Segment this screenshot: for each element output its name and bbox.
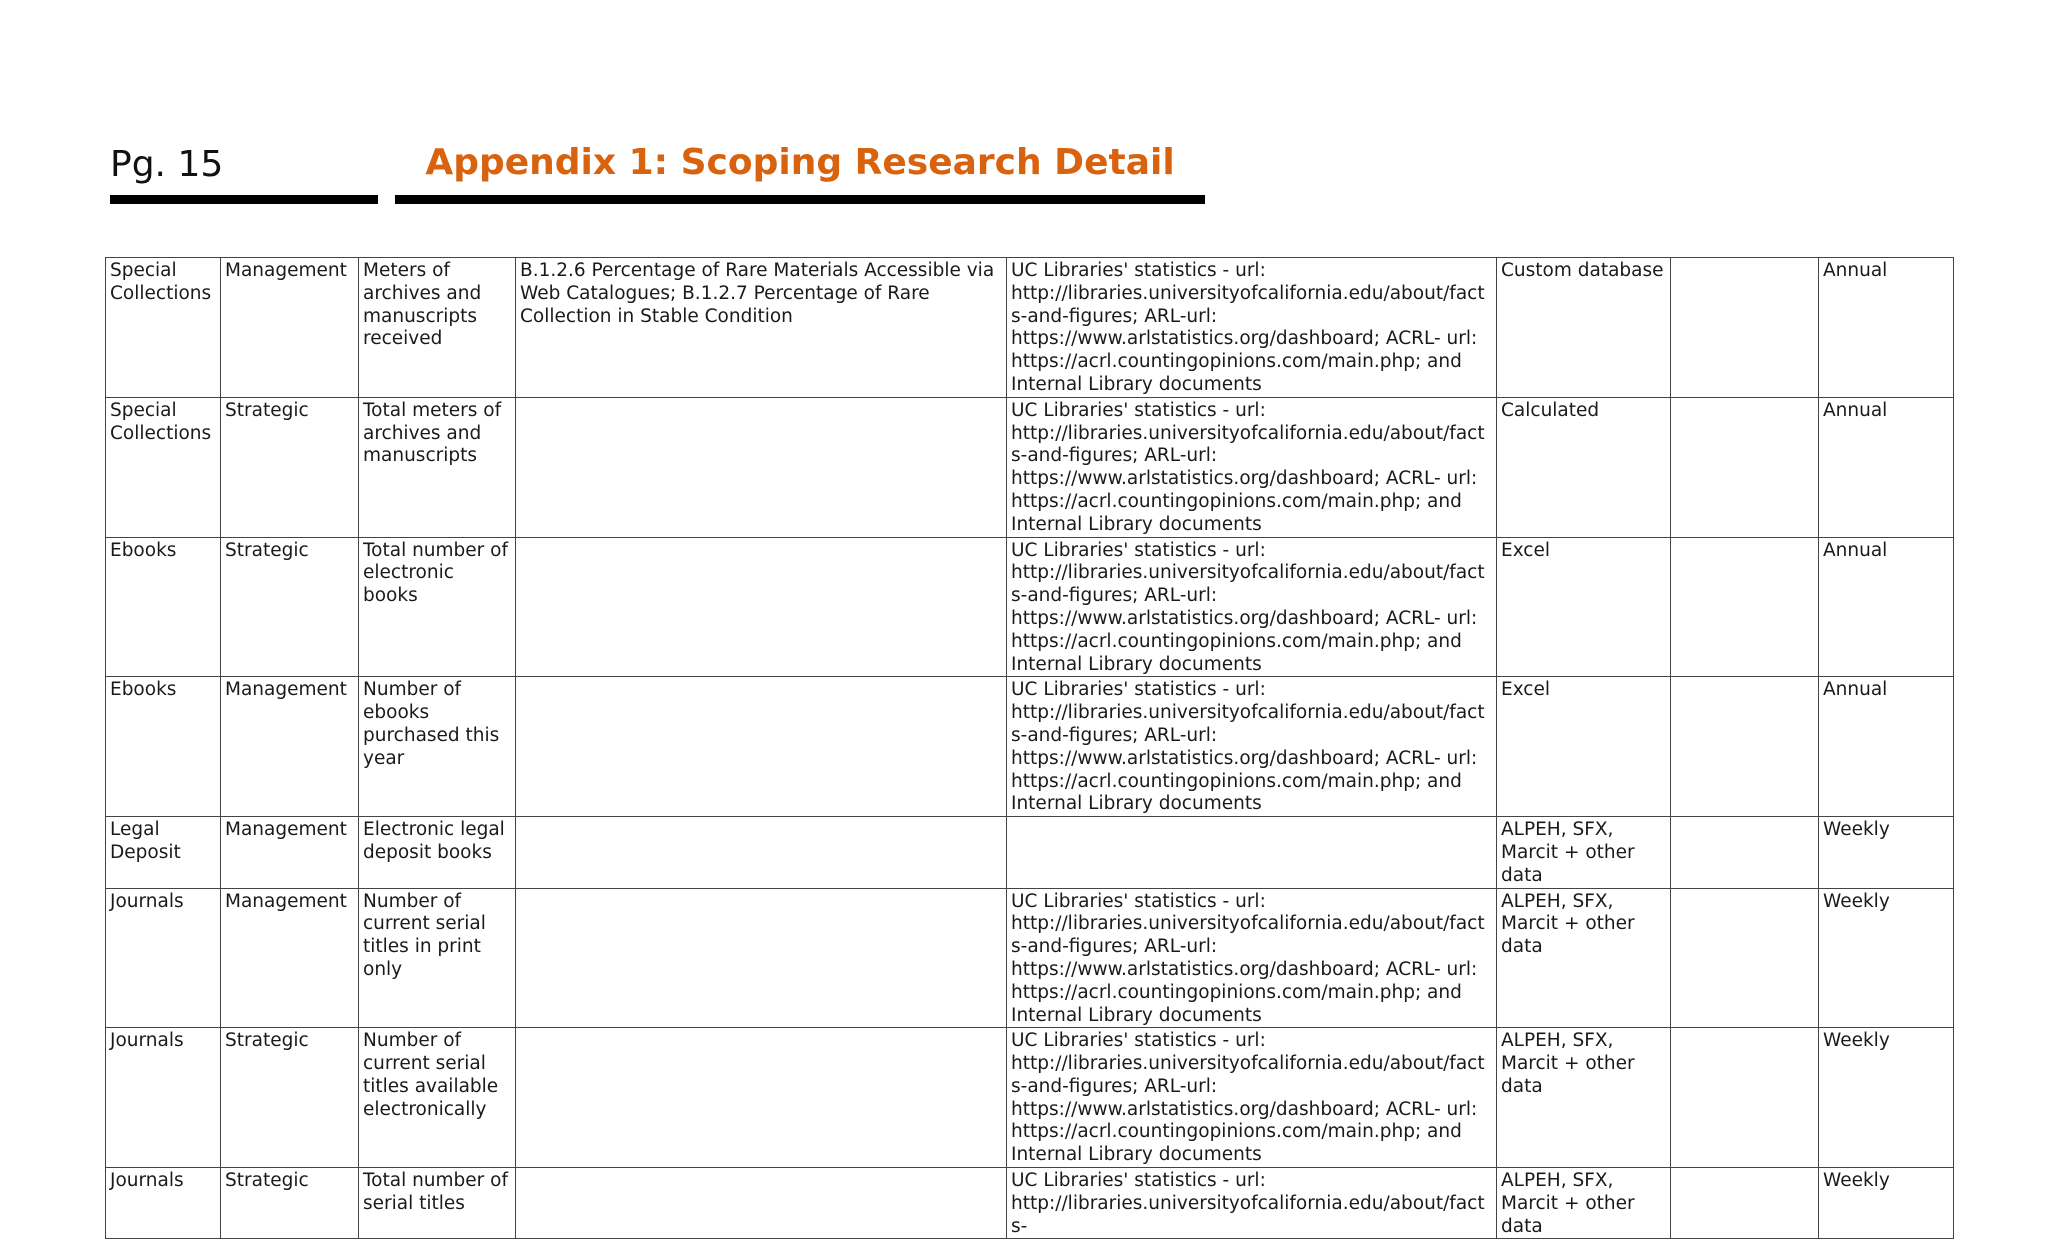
cell-source: UC Libraries' statistics - url: http://libraries.universityofcalifornia.edu/about/facts-and-figures; ARL-url: https://www.arlstatistics.org/dashboard; ACRL- url: https://acrl.countingopinions.com/main.php; and Internal Library documents	[1007, 397, 1497, 537]
cell-blank	[1671, 397, 1819, 537]
cell-source	[1007, 817, 1497, 888]
cell-measure: Number of ebooks purchased this year	[359, 677, 516, 817]
cell-area: Legal Deposit	[106, 817, 221, 888]
page-number: Pg. 15	[110, 144, 224, 185]
cell-type: Management	[221, 258, 359, 398]
cell-measure: Total number of serial titles	[359, 1168, 516, 1239]
cell-source: UC Libraries' statistics - url: http://libraries.universityofcalifornia.edu/about/facts-and-figures; ARL-url: https://www.arlstatistics.org/dashboard; ACRL- url: https://acrl.countingopinions.com/main.php; and Internal Library documents	[1007, 258, 1497, 398]
cell-type: Management	[221, 817, 359, 888]
cell-source: UC Libraries' statistics - url: http://libraries.universityofcalifornia.edu/about/facts-and-figures; ARL-url: https://www.arlstatistics.org/dashboard; ACRL- url: https://acrl.countingopinions.com/main.php; and Internal Library documents	[1007, 677, 1497, 817]
cell-source: UC Libraries' statistics - url: http://libraries.universityofcalifornia.edu/about/facts-and-figures; ARL-url: https://www.arlstatistics.org/dashboard; ACRL- url: https://acrl.countingopinions.com/main.php; and Internal Library documents	[1007, 1028, 1497, 1168]
cell-type: Management	[221, 677, 359, 817]
cell-blank	[1671, 537, 1819, 677]
cell-tool: ALPEH, SFX, Marcit + other data	[1497, 1028, 1671, 1168]
cell-frequency: Weekly	[1819, 1028, 1954, 1168]
table-row	[106, 1168, 1954, 1239]
cell-type: Management	[221, 888, 359, 1028]
cell-blank	[1671, 817, 1819, 888]
cell-blank	[1671, 258, 1819, 398]
cell-frequency: Annual	[1819, 677, 1954, 817]
page-title: Appendix 1: Scoping Research Detail	[425, 142, 1175, 183]
cell-blank	[1671, 1168, 1819, 1239]
header-rule-right	[395, 195, 1205, 204]
cell-tool: Custom database	[1497, 258, 1671, 398]
cell-reference	[516, 397, 1007, 537]
cell-tool: ALPEH, SFX, Marcit + other data	[1497, 888, 1671, 1028]
cell-blank	[1671, 888, 1819, 1028]
cell-source: UC Libraries' statistics - url: http://libraries.universityofcalifornia.edu/about/facts-and-figures; ARL-url: https://www.arlstatistics.org/dashboard; ACRL- url: https://acrl.countingopinions.com/main.php; and Internal Library documents	[1007, 537, 1497, 677]
cell-blank	[1671, 1028, 1819, 1168]
cell-area: Journals	[106, 1168, 221, 1239]
table-row	[106, 888, 1954, 1028]
cell-frequency: Weekly	[1819, 817, 1954, 888]
table-row	[106, 537, 1954, 677]
cell-measure: Total meters of archives and manuscripts	[359, 397, 516, 537]
cell-reference	[516, 888, 1007, 1028]
cell-reference: B.1.2.6 Percentage of Rare Materials Accessible via Web Catalogues; B.1.2.7 Percentage of Rare Collection in Stable Condition	[516, 258, 1007, 398]
cell-reference	[516, 817, 1007, 888]
cell-area: Special Collections	[106, 397, 221, 537]
cell-tool: ALPEH, SFX, Marcit + other data	[1497, 1168, 1671, 1239]
cell-type: Strategic	[221, 1168, 359, 1239]
cell-blank	[1671, 677, 1819, 817]
cell-reference	[516, 677, 1007, 817]
cell-reference	[516, 1168, 1007, 1239]
cell-measure: Number of current serial titles in print only	[359, 888, 516, 1028]
cell-source: UC Libraries' statistics - url: http://libraries.universityofcalifornia.edu/about/facts-and-figures; ARL-url: https://www.arlstatistics.org/dashboard; ACRL- url: https://acrl.countingopinions.com/main.php; and Internal Library documents	[1007, 888, 1497, 1028]
table-row	[106, 1028, 1954, 1168]
cell-tool: ALPEH, SFX, Marcit + other data	[1497, 817, 1671, 888]
cell-type: Strategic	[221, 397, 359, 537]
table-body	[106, 258, 1954, 1239]
cell-frequency: Annual	[1819, 397, 1954, 537]
cell-reference	[516, 1028, 1007, 1168]
table-row	[106, 677, 1954, 817]
header-rule-left	[110, 195, 378, 204]
scoping-research-table	[105, 257, 1954, 1239]
cell-tool: Excel	[1497, 537, 1671, 677]
table-row	[106, 258, 1954, 398]
cell-frequency: Annual	[1819, 258, 1954, 398]
cell-source: UC Libraries' statistics - url: http://libraries.universityofcalifornia.edu/about/facts-	[1007, 1168, 1497, 1239]
cell-frequency: Annual	[1819, 537, 1954, 677]
cell-measure: Electronic legal deposit books	[359, 817, 516, 888]
cell-area: Ebooks	[106, 677, 221, 817]
cell-measure: Number of current serial titles available electronically	[359, 1028, 516, 1168]
cell-area: Special Collections	[106, 258, 221, 398]
table-row	[106, 397, 1954, 537]
cell-area: Journals	[106, 1028, 221, 1168]
cell-measure: Total number of electronic books	[359, 537, 516, 677]
cell-tool: Calculated	[1497, 397, 1671, 537]
cell-measure: Meters of archives and manuscripts received	[359, 258, 516, 398]
cell-area: Journals	[106, 888, 221, 1028]
cell-reference	[516, 537, 1007, 677]
cell-frequency: Weekly	[1819, 888, 1954, 1028]
cell-frequency: Weekly	[1819, 1168, 1954, 1239]
cell-type: Strategic	[221, 537, 359, 677]
cell-type: Strategic	[221, 1028, 359, 1168]
cell-tool: Excel	[1497, 677, 1671, 817]
cell-area: Ebooks	[106, 537, 221, 677]
table-row	[106, 817, 1954, 888]
